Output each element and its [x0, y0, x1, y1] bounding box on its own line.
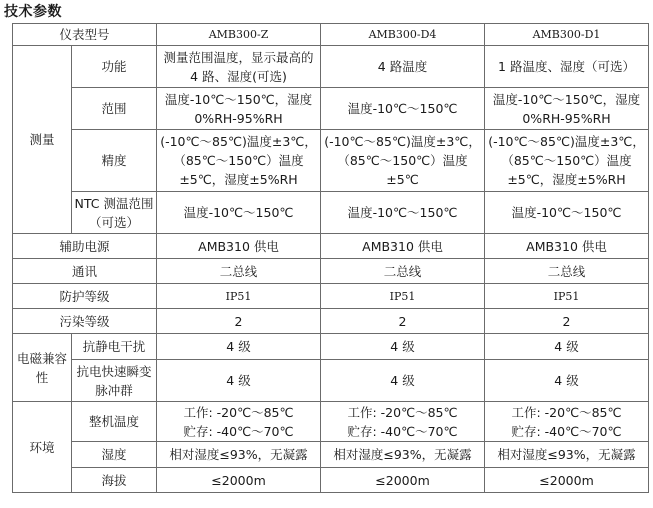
cell [321, 402, 485, 442]
row-label: 湿度 [72, 442, 157, 468]
row-label: 污染等级 [13, 309, 157, 334]
cell: 2 [321, 309, 485, 334]
cell: AMB310 供电 [485, 234, 649, 259]
cell: 4 级 [485, 360, 649, 402]
row-range [13, 88, 649, 130]
cell: 4 级 [157, 360, 321, 402]
work-temp: 工作: -20℃～85℃ [347, 404, 458, 420]
row-protection [13, 284, 649, 309]
storage-temp: 贮存: -40℃～70℃ [511, 423, 622, 439]
cell: 温度-10℃～150℃，湿度0%RH-95%RH [485, 88, 649, 130]
cell: 4 级 [321, 360, 485, 402]
cell: (-10℃～85℃)温度±3℃，（85℃～150℃）温度±5℃ [321, 130, 485, 192]
cell: ≤2000m [485, 468, 649, 493]
row-altitude [13, 468, 649, 493]
row-label: 辅助电源 [13, 234, 157, 259]
storage-temp: 贮存: -40℃～70℃ [183, 423, 294, 439]
cell: IP51 [485, 284, 649, 309]
cell: 4 路温度 [321, 46, 485, 88]
model-z: AMB300-Z [157, 24, 321, 46]
cell: 温度-10℃～150℃ [321, 192, 485, 234]
row-ntc [13, 192, 649, 234]
row-power [13, 234, 649, 259]
cell: 二总线 [485, 259, 649, 284]
group-env: 环境 [13, 402, 72, 493]
cell: IP51 [321, 284, 485, 309]
row-label: 通讯 [13, 259, 157, 284]
model-d4: AMB300-D4 [321, 24, 485, 46]
row-function [13, 46, 649, 88]
cell: ≤2000m [321, 468, 485, 493]
cell: AMB310 供电 [157, 234, 321, 259]
cell: ≤2000m [157, 468, 321, 493]
cell: 相对湿度≤93%，无凝露 [321, 442, 485, 468]
work-temp: 工作: -20℃～85℃ [183, 404, 294, 420]
cell: 二总线 [157, 259, 321, 284]
row-label: 整机温度 [72, 402, 157, 442]
cell: 2 [157, 309, 321, 334]
cell: AMB310 供电 [321, 234, 485, 259]
cell [157, 402, 321, 442]
cell: 2 [485, 309, 649, 334]
group-emc: 电磁兼容性 [13, 334, 72, 402]
model-d1: AMB300-D1 [485, 24, 649, 46]
row-label: 防护等级 [13, 284, 157, 309]
row-label: 海拔 [72, 468, 157, 493]
section-title: 技术参数 [4, 4, 62, 20]
cell: 温度-10℃～150℃ [485, 192, 649, 234]
cell: 相对湿度≤93%，无凝露 [485, 442, 649, 468]
row-pollution [13, 309, 649, 334]
cell: IP51 [157, 284, 321, 309]
cell: 1 路温度、湿度（可选） [485, 46, 649, 88]
storage-temp: 贮存: -40℃～70℃ [347, 423, 458, 439]
row-comm [13, 259, 649, 284]
cell: 4 级 [157, 334, 321, 360]
row-label: 抗电快速瞬变脉冲群 [72, 360, 157, 402]
model-header-label: 仪表型号 [13, 24, 157, 46]
row-label: 范围 [72, 88, 157, 130]
row-eft [13, 360, 649, 402]
cell: (-10℃～85℃)温度±3℃，（85℃～150℃）温度±5℃，湿度±5%RH [485, 130, 649, 192]
cell: 温度-10℃～150℃，湿度0%RH-95%RH [157, 88, 321, 130]
spec-table [12, 23, 649, 493]
row-label: NTC 测温范围（可选） [72, 192, 157, 234]
cell [485, 402, 649, 442]
cell: 二总线 [321, 259, 485, 284]
work-temp: 工作: -20℃～85℃ [511, 404, 622, 420]
row-esd [13, 334, 649, 360]
cell: 温度-10℃～150℃ [321, 88, 485, 130]
row-label: 抗静电干扰 [72, 334, 157, 360]
cell: 温度-10℃～150℃ [157, 192, 321, 234]
cell: 4 级 [485, 334, 649, 360]
row-label: 精度 [72, 130, 157, 192]
row-device-temp [13, 402, 649, 442]
group-measure: 测量 [13, 46, 72, 234]
cell: (-10℃～85℃)温度±3℃，（85℃～150℃）温度±5℃，湿度±5%RH [157, 130, 321, 192]
row-accuracy [13, 130, 649, 192]
row-label: 功能 [72, 46, 157, 88]
header-row [13, 24, 649, 46]
cell: 4 级 [321, 334, 485, 360]
cell: 相对湿度≤93%，无凝露 [157, 442, 321, 468]
row-humidity [13, 442, 649, 468]
cell: 测量范围温度，显示最高的 4 路、湿度(可选) [157, 46, 321, 88]
